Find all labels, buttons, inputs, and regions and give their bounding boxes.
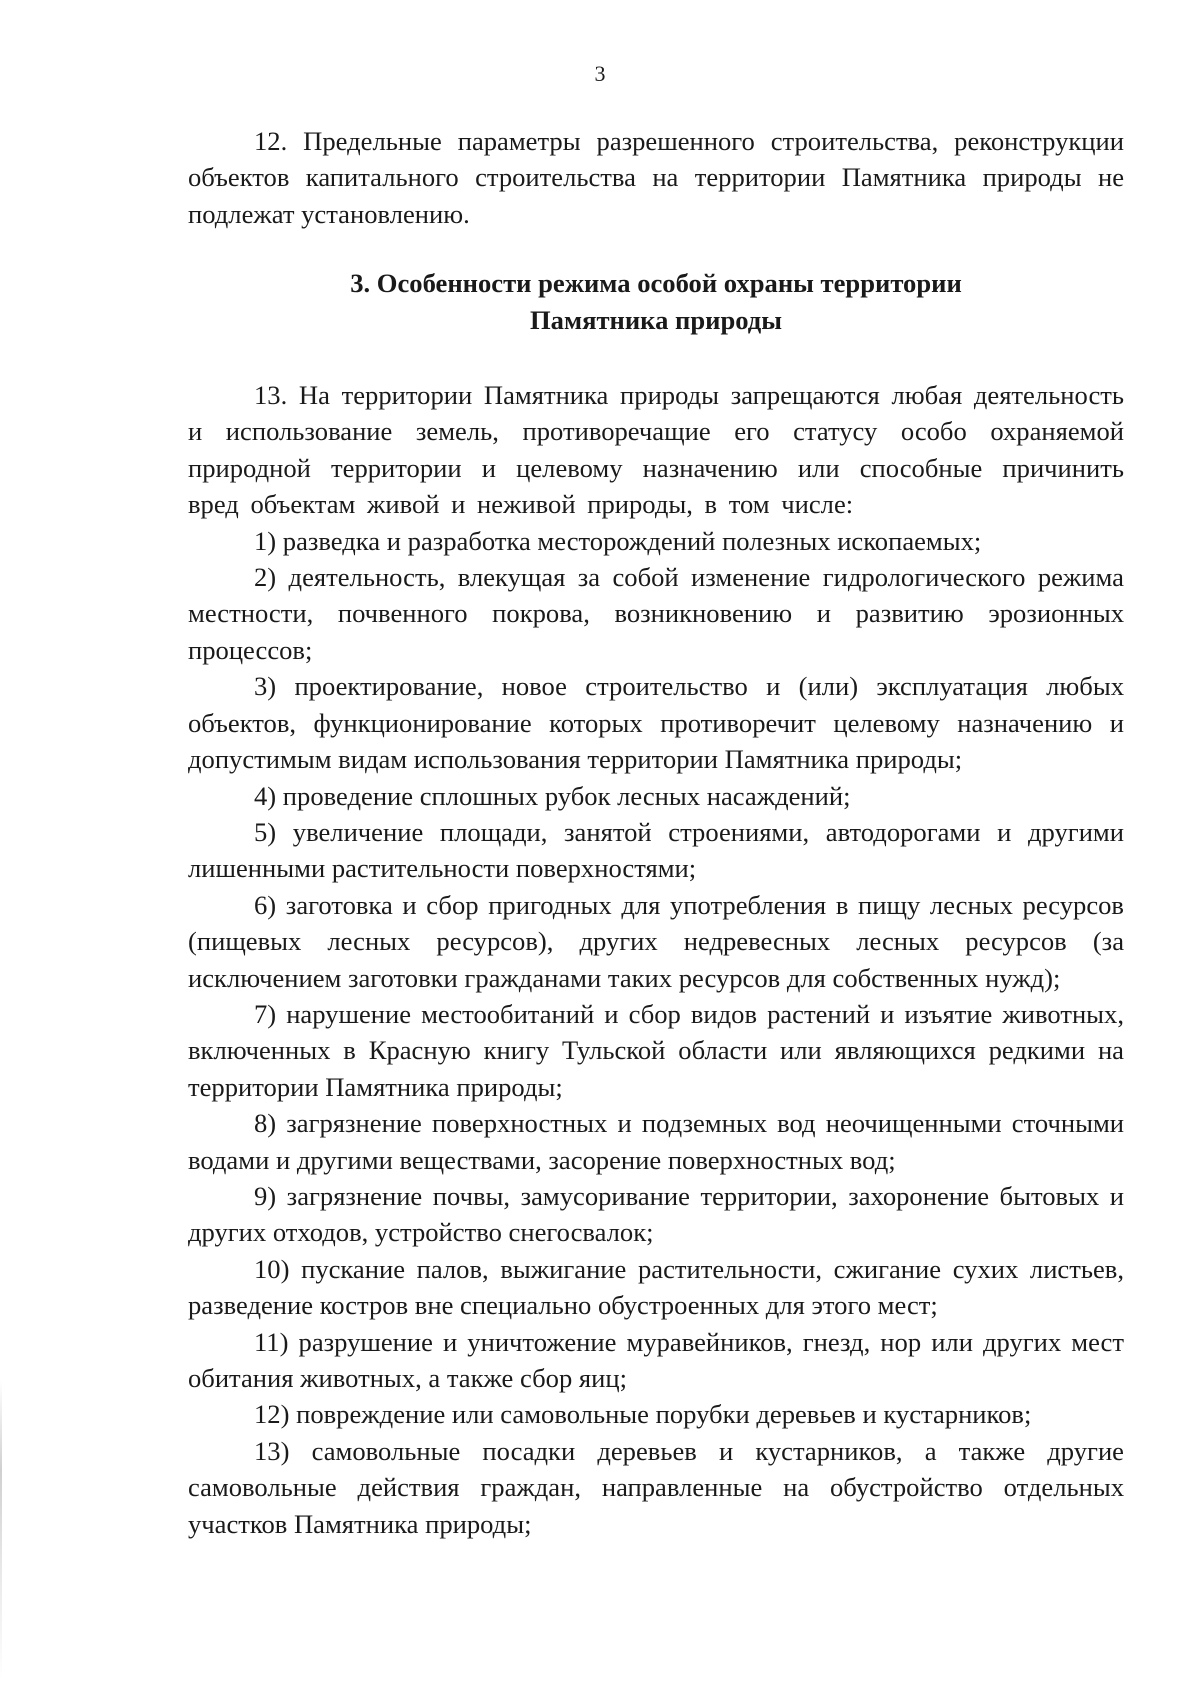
list-item-8: 8) загрязнение поверхностных и подземных вод неочищенными сточными водами и другими веществами, засорение поверхностных вод; xyxy=(188,1108,1124,1175)
list-item-4: 4) проведение сплошных рубок лесных насаждений; xyxy=(254,780,851,811)
list-item-7: 7) нарушение местообитаний и сбор видов растений и изъятие животных, включенных в Красную книгу Тульской области или являющихся редкими на территории Памятника природы; xyxy=(188,998,1124,1102)
paragraph-13: 13. На территории Памятника природы запрещаются любая деятельность и использование земель, противоречащие его статусу особо охраняемой природной территории и целевому назначению или способные причинить вред объектам живой и неживой природы, в том числе: xyxy=(188,380,1124,520)
list-item-12: 12) повреждение или самовольные порубки деревьев и кустарников; xyxy=(254,1399,1032,1430)
section-heading xyxy=(188,265,1124,338)
list-item-6: 6) заготовка и сбор пригодных для употребления в пищу лесных ресурсов (пищевых лесных ресурсов), других недревесных лесных ресурсов (за исключением заготовки гражданами таких ресурсов для собственных нужд); xyxy=(188,889,1124,993)
section-heading-line-1: 3. Особенности режима особой охраны территории xyxy=(350,268,962,299)
list-item-10: 10) пускание палов, выжигание растительности, сжигание сухих листьев, разведение костров вне специально обустроенных для этого мест; xyxy=(188,1253,1124,1321)
list-item-2: 2) деятельность, влекущая за собой изменение гидрологического режима местности, почвенного покрова, возникновению и развитию эрозионных процессов; xyxy=(188,562,1124,665)
scan-edge-mark xyxy=(0,1380,2,1680)
list-item-13: 13) самовольные посадки деревьев и кустарников, а также другие самовольные действия граждан, направленные на обустройство отдельных участков Памятника природы; xyxy=(188,1435,1124,1539)
list-item-9: 9) загрязнение почвы, замусоривание территории, захоронение бытовых и других отходов, устройство снегосвалок; xyxy=(188,1180,1124,1248)
list-item-5: 5) увеличение площади, занятой строениями, автодорогами и другими лишенными растительности поверхностями; xyxy=(188,816,1124,884)
list-item-11: 11) разрушение и уничтожение муравейников, гнезд, нор или других мест обитания животных, а также сбор яиц; xyxy=(188,1326,1124,1393)
section-heading-line-2: Памятника природы xyxy=(529,304,783,335)
page-number: 3 xyxy=(594,61,606,86)
paragraph-12: 12. Предельные параметры разрешенного строительства, реконструкции объектов капитального строительства на территории Памятника природы не подлежат установлению. xyxy=(188,126,1124,229)
list-item-3: 3) проектирование, новое строительство и (или) эксплуатация любых объектов, функционирование которых противоречит целевому назначению и допустимым видам использования территории Памятника природы; xyxy=(188,671,1124,775)
list-item-1: 1) разведка и разработка месторождений полезных ископаемых; xyxy=(254,525,982,556)
document-body xyxy=(188,123,1124,1542)
